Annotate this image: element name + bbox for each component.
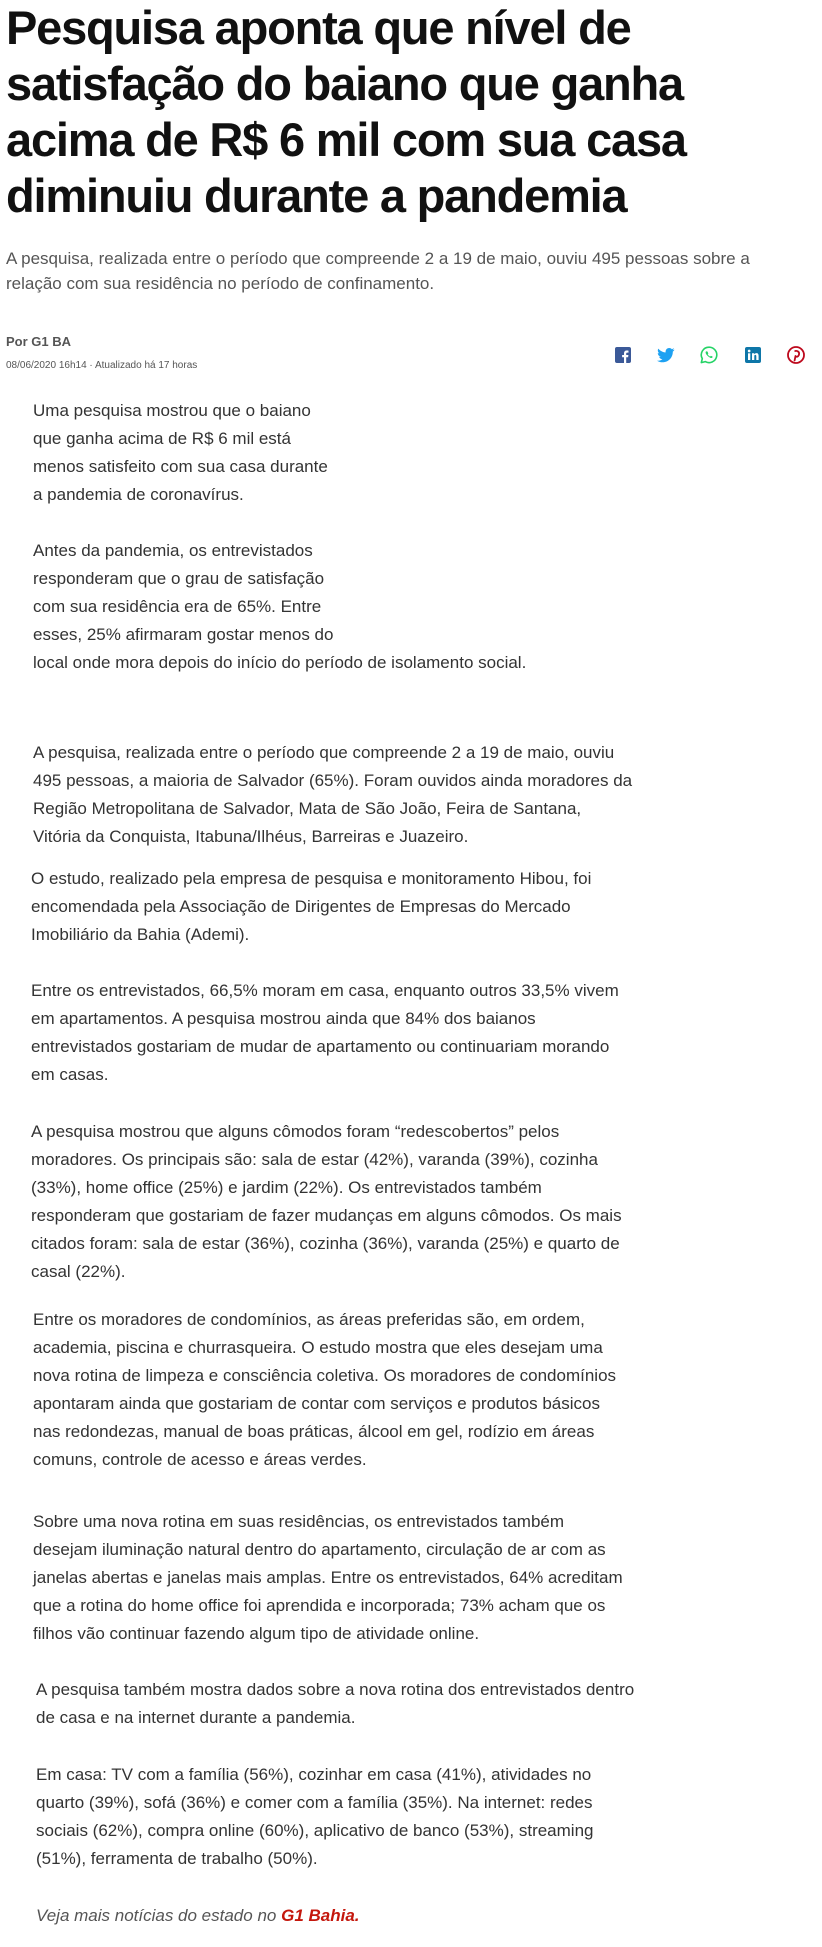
article-headline: Pesquisa aponta que nível de satisfação do baiano que ganha acima de R$ 6 mil com sua casa diminuiu durante a pandemia — [6, 1, 686, 222]
twitter-share-button[interactable] — [655, 344, 677, 366]
dateline: 08/06/2020 16h14 · Atualizado há 17 horas — [6, 360, 198, 371]
article-paragraph-continued: Antes da pandemia, os entrevistados responderam que o grau de satisfação com sua residência era de 65%. Entre esses, 25% afirmaram gostar menos do local onde mora depois do início do período de isolamento social. — [33, 537, 593, 705]
article-paragraph: Entre os entrevistados, 66,5% moram em casa, enquanto outros 33,5% vivem em apartamentos. A pesquisa mostrou ainda que 84% dos baianos entrevistados gostariam de mudar de apartamento ou continuariam morando em casas. — [31, 981, 619, 1084]
g1-bahia-link[interactable]: G1 Bahia. — [281, 1906, 360, 1925]
article-paragraph: A pesquisa também mostra dados sobre a nova rotina dos entrevistados dentro de casa e na internet durante a pandemia. — [36, 1680, 635, 1727]
article-subtitle: A pesquisa, realizada entre o período que compreende 2 a 19 de maio, ouviu 495 pessoas sobre a relação com sua residência no período de confinamento. — [6, 249, 750, 293]
whatsapp-icon — [699, 345, 719, 365]
article-paragraph: Sobre uma nova rotina em suas residências, os entrevistados também desejam iluminação natural dentro do apartamento, circulação de ar com as janelas abertas e janelas mais amplas. Entre os entrevistados, 64% acreditam que a rotina do home office foi aprendida e incorporada; 73% acham que os filhos vão continuar fazendo algum tipo de atividade online. — [33, 1512, 623, 1643]
linkedin-share-button[interactable] — [742, 344, 764, 366]
article-paragraph: A pesquisa mostrou que alguns cômodos foram “redescobertos” pelos moradores. Os principais são: sala de estar (42%), varanda (39%), cozinha (33%), home office (25%) e jardim (22%). Os entrevistados também responderam que gostariam de fazer mudanças em alguns cômodos. Os mais citados foram: sala de estar (36%), cozinha (36%), varanda (25%) e quarto de casal (22%). — [31, 1122, 622, 1281]
whatsapp-share-button[interactable] — [698, 344, 720, 366]
facebook-share-button[interactable] — [612, 344, 634, 366]
article-paragraph: Em casa: TV com a família (56%), cozinhar em casa (41%), atividades no quarto (39%), sofá (36%) e comer com a família (35%). Na internet: redes sociais (62%), compra online (60%), aplicativo de banco (53%), streaming (51%), ferramenta de trabalho (50%). — [36, 1765, 594, 1868]
pinterest-share-button[interactable] — [785, 344, 807, 366]
twitter-icon — [656, 345, 676, 365]
more-news-line: Veja mais notícias do estado no G1 Bahia. — [36, 1906, 360, 1925]
article-paragraph: O estudo, realizado pela empresa de pesquisa e monitoramento Hibou, foi encomendada pela Associação de Dirigentes de Empresas do Mercado Imobiliário da Bahia (Ademi). — [31, 869, 592, 944]
article-paragraph: A pesquisa, realizada entre o período que compreende 2 a 19 de maio, ouviu 495 pessoas, a maioria de Salvador (65%). Foram ouvidos ainda moradores da Região Metropolitana de Salvador, Mata de São João, Feira de Santana, Vitória da Conquista, Itabuna/Ilhéus, Barreiras e Juazeiro. — [33, 743, 633, 846]
layout-spacer — [343, 537, 593, 649]
article-paragraph: Uma pesquisa mostrou que o baiano que ganha acima de R$ 6 mil está menos satisfeito com sua casa durante a pandemia de coronavírus. — [33, 401, 328, 504]
facebook-icon — [613, 345, 633, 365]
article-paragraph: Entre os moradores de condomínios, as áreas preferidas são, em ordem, academia, piscina e churrasqueira. O estudo mostra que eles desejam uma nova rotina de limpeza e consciência coletiva. Os moradores de condomínios apontaram ainda que gostariam de contar com serviços e produtos básicos nas redondezas, manual de boas práticas, álcool em gel, rodízio em áreas comuns, controle de acesso e áreas verdes. — [33, 1310, 617, 1469]
pinterest-icon — [786, 345, 806, 365]
byline[interactable]: Por G1 BA — [6, 334, 72, 349]
linkedin-icon — [743, 345, 763, 365]
